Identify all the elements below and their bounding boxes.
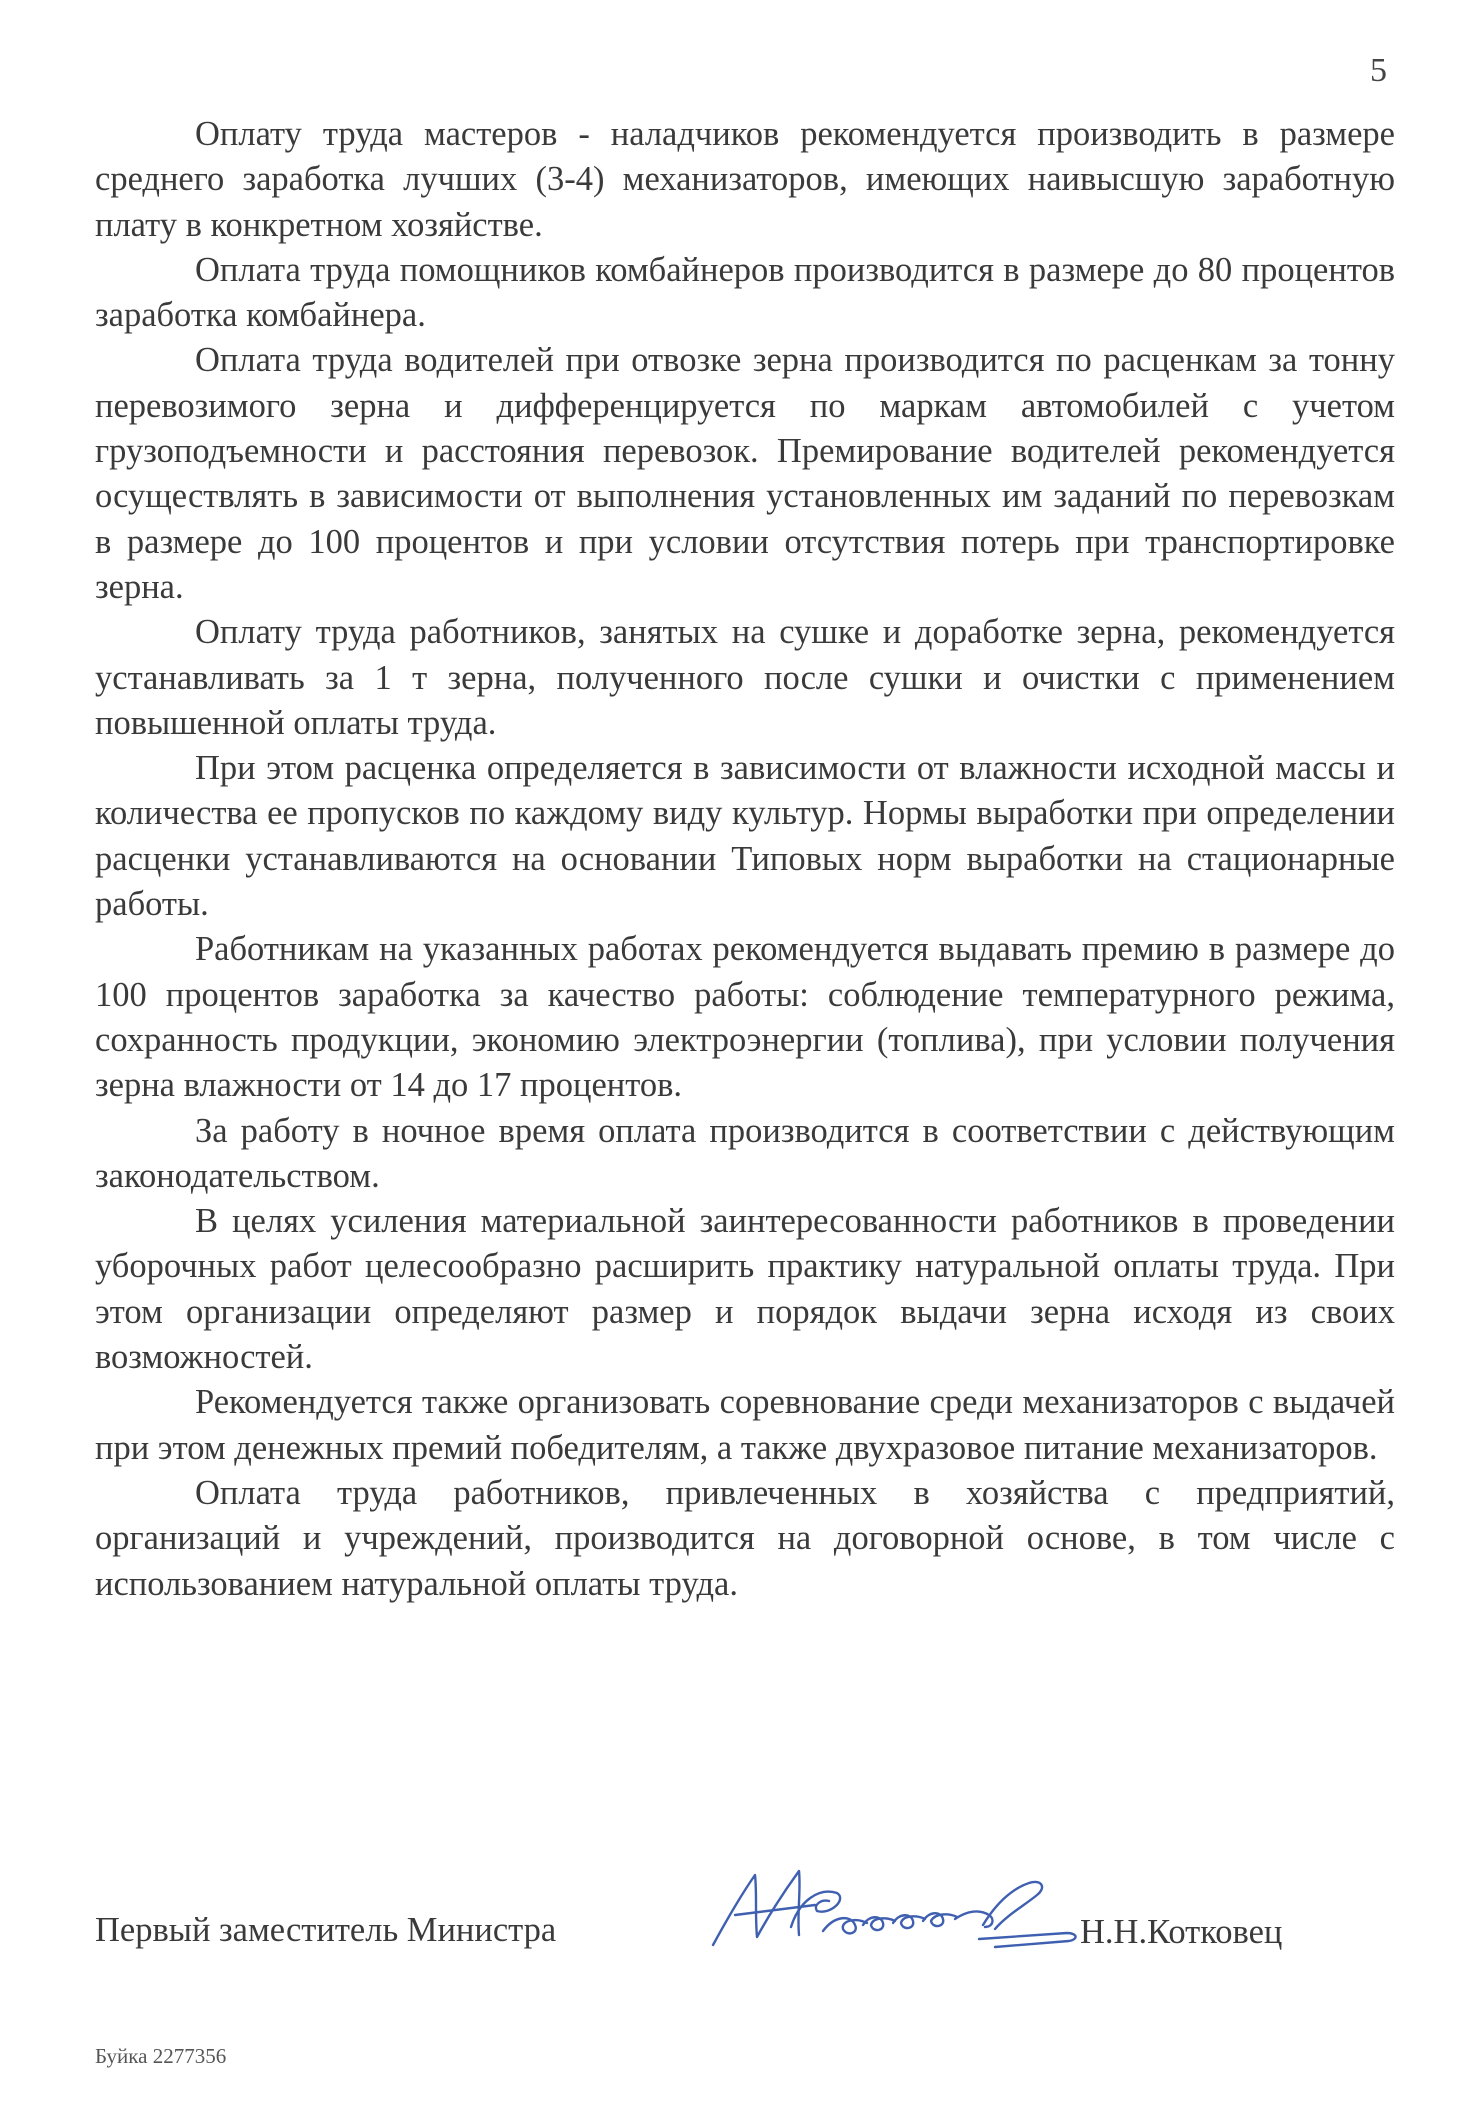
document-code: Буйка 2277356: [95, 2044, 227, 2068]
document-body: [95, 112, 1395, 1607]
paragraph: Оплата труда работников, привлеченных в хозяйства с предприятий, организаций и учреждений, производится на договорной основе, в том числе с использованием натуральной оплаты труда.: [95, 1473, 1395, 1603]
page-number: 5: [1370, 52, 1387, 89]
signatory-name: Н.Н.Котковец: [1080, 1913, 1283, 1951]
paragraph: При этом расценка определяется в зависимости от влажности исходной массы и количества ее пропусков по каждому виду культур. Нормы выработки при определении расценки устанавливаются на основании Типовых норм выработки на стационарные работы.: [95, 749, 1395, 924]
paragraph: Оплату труда мастеров - наладчиков рекомендуется производить в размере среднего заработка лучших (3-4) механизаторов, имеющих наивысшую заработную плату в конкретном хозяйстве.: [95, 115, 1395, 244]
paragraph: В целях усиления материальной заинтересованности работников в проведении уборочных работ целесообразно расширить практику натуральной оплаты труда. При этом организации определяют размер и порядок выдачи зерна исходя из своих возможностей.: [95, 1202, 1395, 1377]
paragraph: Работникам на указанных работах рекомендуется выдавать премию в размере до 100 процентов заработка за качество работы: соблюдение температурного режима, сохранность продукции, экономию электроэнергии (топлива), при условии получения зерна влажности от 14 до 17 процентов.: [95, 930, 1395, 1105]
paragraph: Рекомендуется также организовать соревнование среди механизаторов с выдачей при этом денежных премий победителям, а также двухразовое питание механизаторов.: [95, 1383, 1395, 1467]
paragraph: За работу в ночное время оплата производится в соответствии с действующим законодательством.: [95, 1111, 1395, 1195]
paragraph: Оплата труда водителей при отвозке зерна производится по расценкам за тонну перевозимого зерна и дифференцируется по маркам автомобилей с учетом грузоподъемности и расстояния перевозок. Премирование водителей рекомендуется осуществлять в зависимости от выполнения установленных им заданий по перевозкам в размере до 100 процентов и при условии отсутствия потерь при транспортировке зерна.: [95, 341, 1395, 606]
paragraph: Оплата труда помощников комбайнеров производится в размере до 80 процентов заработка комбайнера.: [95, 250, 1395, 335]
signature-block: [95, 1893, 1395, 1953]
handwritten-signature: [695, 1853, 1095, 1953]
signatory-position: Первый заместитель Министра: [95, 1911, 557, 1949]
paragraph: Оплату труда работников, занятых на сушке и доработке зерна, рекомендуется устанавливать за 1 т зерна, полученного после сушки и очистки с применением повышенной оплаты труда.: [95, 613, 1395, 742]
